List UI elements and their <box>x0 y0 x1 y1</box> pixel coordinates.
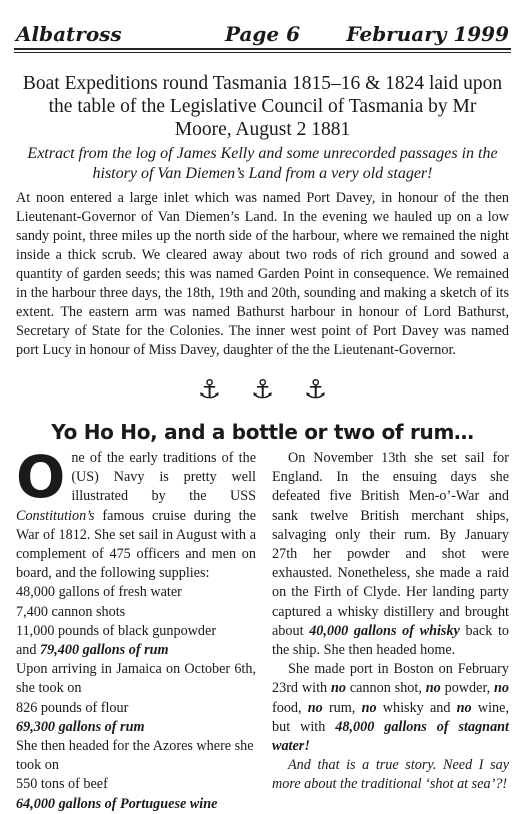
article-title: Boat Expeditions round Tasmania 1815–16 & 1824 laid upon the table of the Legislative Council of Tasmania by Mr Moore, August 2 1881 <box>22 73 503 140</box>
supply-item: 826 pounds of flour <box>16 699 129 716</box>
drop-cap: O <box>16 443 66 511</box>
ship-name: Constitution’s <box>16 507 95 524</box>
supply-item: and 79,400 gallons of rum <box>16 642 169 659</box>
article-body <box>16 189 509 360</box>
right-column <box>272 449 509 795</box>
rum-article-headline: Yo Ho Ho, and a bottle or two of rum… <box>51 420 474 444</box>
header-rule <box>14 48 511 50</box>
supply-item: 69,300 gallons of rum <box>16 718 145 735</box>
header-rule-thin <box>14 52 511 53</box>
intro-paragraph: One of the early traditions of the (US) Navy is pretty well illustrated by the USS Constitution’s famous cruise during the War of 1812. She set sail in August with a complement of 475 officers and men on board, and the following supplies: <box>16 443 256 582</box>
issue-date: February 1999 <box>346 22 509 46</box>
closing-paragraph: And that is a true story. Need I say more about the traditional ‘shot at sea’?! <box>272 757 509 793</box>
supply-item: 550 tons of beef <box>16 776 108 793</box>
article-subtitle: Extract from the log of James Kelly and some unrecorded passages in the history of Van Diemen’s Land from a very old stager! <box>27 145 498 182</box>
anchor-icon: ⚓ <box>303 375 328 405</box>
supply-item: 7,400 cannon shots <box>16 603 126 620</box>
left-column <box>16 443 256 814</box>
boston-paragraph: She made port in Boston on February 23rd with no cannon shot, no powder, no food, no rum, no whisky and no wine, but with 48,000 gallons of stagnant water! <box>272 661 510 755</box>
anchor-icon: ⚓ <box>197 375 222 405</box>
page-number: Page 6 <box>224 22 301 46</box>
section-divider <box>0 375 525 405</box>
azores-text: She then headed for the Azores where she took on <box>16 738 254 774</box>
body-paragraph: At noon entered a large inlet which was named Port Davey, in honour of the then Lieutenant-Governor of Van Diemen’s Land. In the evening we hauled up on a low sandy point, three miles up the north side of the harbour, where we remained the night inside a thick scrub. We cleared away about two rods of rich ground and sowed a quantity of garden seeds; this was named Garden Point in consequence. We remained in the harbour three days, the 18th, 19th and 20th, sounding and making a sketch of its extent. The eastern arm was named Bathurst harbour in honour of Lord Bathurst, Secretary of State for the Colonies. The inner west point of Port Davey was named port Lucy in honour of Miss Davey, daughter of the the Lieutenant-Governor. <box>16 190 509 358</box>
supply-item: 64,000 gallons of Portuguese wine <box>16 795 218 812</box>
supply-item: 48,000 gallons of fresh water <box>16 584 182 601</box>
england-paragraph: On November 13th she set sail for England. In the ensuing days she defeated five British Men-o’-War and sank twelve British merchant ships, salvaging only their rum. By January 27th her powder and shot were exhausted. Nonetheless, she made a raid on the Firth of Clyde. Her landing party captured a whisky distillery and brought about 40,000 gallons of whisky back to the ship. She then headed home. <box>272 450 509 659</box>
jamaica-text: Upon arriving in Jamaica on October 6th, she took on <box>16 661 256 697</box>
supply-item: 11,000 pounds of black gunpowder <box>16 622 217 639</box>
newsletter-name: Albatross <box>16 22 122 46</box>
anchor-icon: ⚓ <box>250 375 275 405</box>
